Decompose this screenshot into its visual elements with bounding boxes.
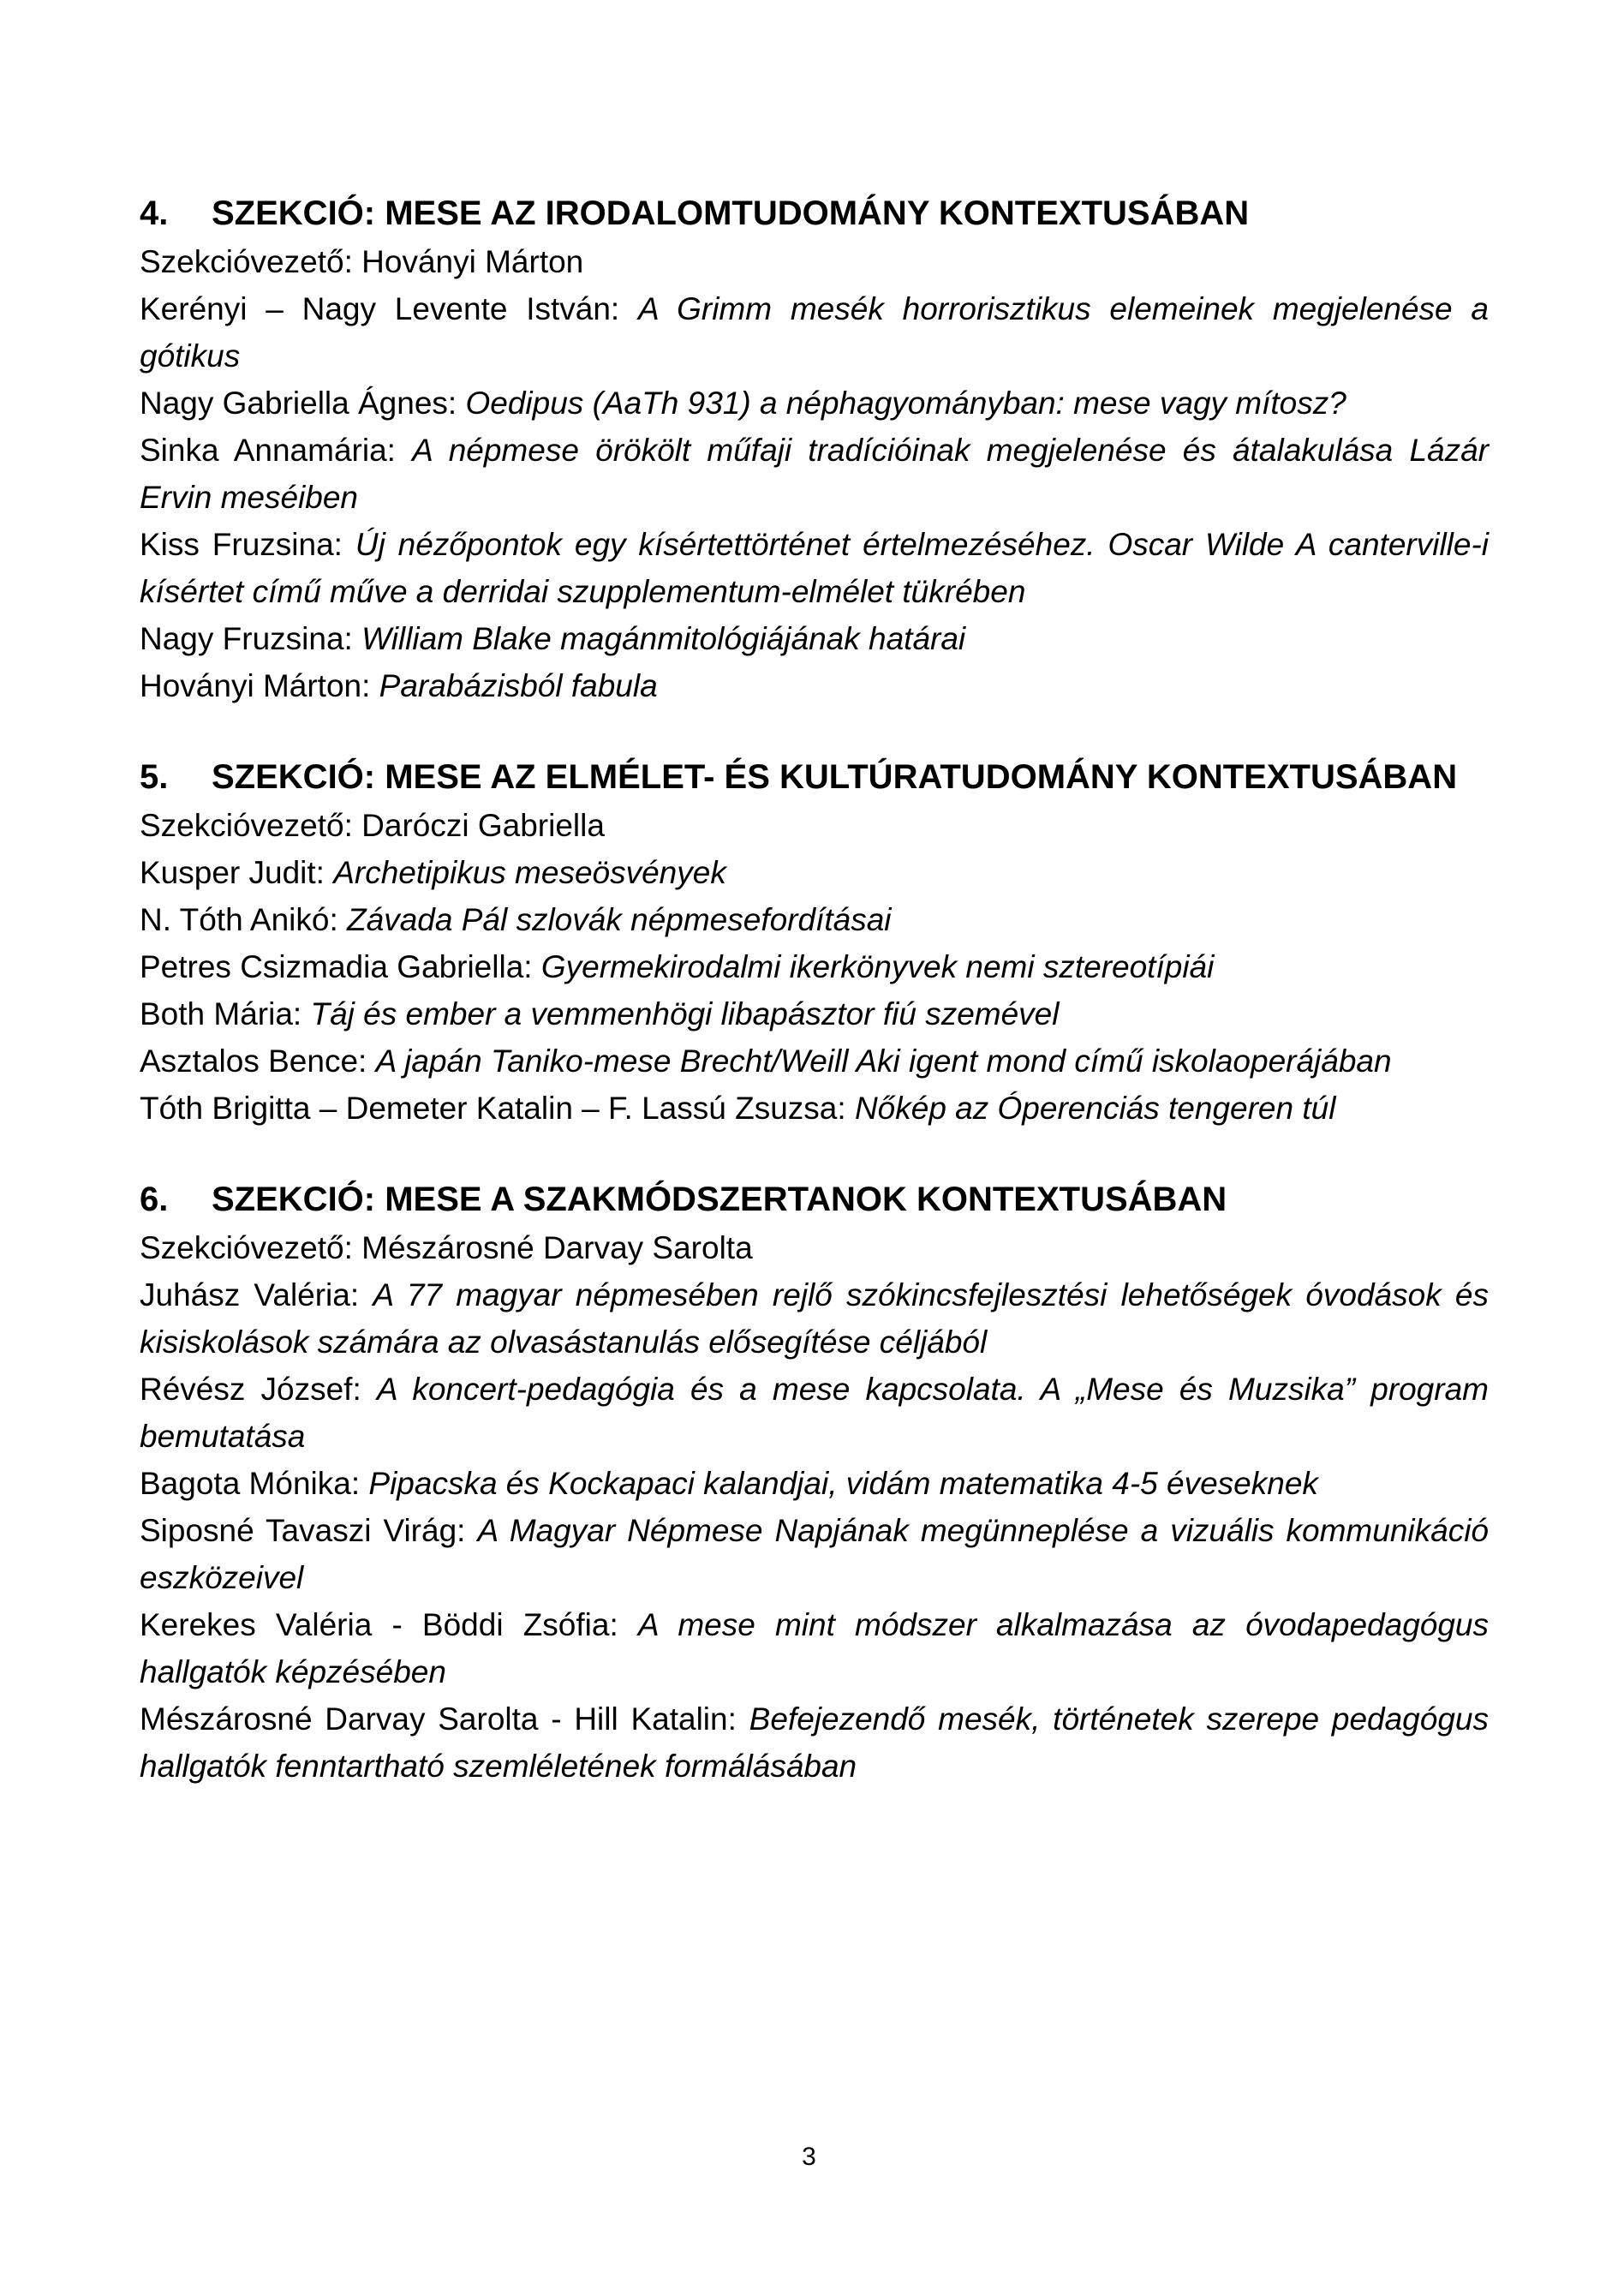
entry-title: Nőkép az Óperenciás tengeren túl	[854, 1091, 1336, 1126]
entry-title: A 77 magyar népmesében rejlő szókincsfejlesztési lehetőségek óvodások és kisiskolások számára az olvasástanulás elősegítése céljából	[140, 1277, 1489, 1360]
section-4	[140, 190, 1489, 709]
leader-name: Mészárosné Darvay Sarolta	[361, 1230, 753, 1265]
section-5	[140, 754, 1489, 1132]
entry-authors: Mészárosné Darvay Sarolta - Hill Katalin:	[140, 1701, 737, 1737]
section-title: SZEKCIÓ: MESE A SZAKMÓDSZERTANOK KONTEXTUSÁBAN	[212, 1181, 1227, 1218]
section-number: 4.	[140, 194, 169, 232]
leader-label: Szekcióvezető:	[140, 1230, 353, 1265]
presentation-entry	[140, 943, 1489, 990]
section-heading	[140, 754, 1489, 800]
entry-title: A koncert-pedagógia és a mese kapcsolata. A „Mese és Muzsika” program bemutatása	[140, 1372, 1489, 1454]
presentation-entry	[140, 1507, 1489, 1601]
entry-title: A Grimm mesék horrorisztikus elemeinek megjelenése a gótikus	[140, 291, 1490, 374]
entry-authors: Kusper Judit:	[140, 855, 325, 890]
leader-label: Szekcióvezető:	[140, 808, 353, 843]
presentation-entry	[140, 849, 1489, 896]
section-title: SZEKCIÓ: MESE AZ IRODALOMTUDOMÁNY KONTEXTUSÁBAN	[212, 194, 1250, 232]
entry-title: A japán Taniko-mese Brecht/Weill Aki igent mond című iskolaoperájában	[375, 1043, 1392, 1079]
entry-authors: Juhász Valéria:	[140, 1277, 360, 1312]
section-number: 6.	[140, 1181, 169, 1218]
entry-authors: Hoványi Márton:	[140, 668, 371, 703]
entry-title: Új nézőpontok egy kísértettörténet értelmezéséhez. Oscar Wilde A canterville-i kísértet című műve a derridai szupplementum-elmélet tükrében	[140, 527, 1490, 609]
leader-label: Szekcióvezető:	[140, 244, 353, 279]
entry-authors: Nagy Fruzsina:	[140, 621, 353, 656]
section-leader	[140, 802, 1489, 849]
entry-authors: Bagota Mónika:	[140, 1466, 361, 1501]
leader-name: Hoványi Márton	[361, 244, 584, 279]
entry-title: Závada Pál szlovák népmesefordításai	[347, 902, 892, 937]
presentation-entry	[140, 1085, 1489, 1132]
entry-title: Táj és ember a vemmenhögi libapásztor fiú szemével	[310, 996, 1060, 1031]
entry-authors: Both Mária:	[140, 996, 302, 1031]
presentation-entry	[140, 990, 1489, 1037]
entry-authors: Kerekes Valéria - Böddi Zsófia:	[140, 1607, 618, 1642]
presentation-entry	[140, 1601, 1489, 1695]
presentation-entry	[140, 427, 1489, 521]
page-number: 3	[802, 2143, 816, 2171]
entry-authors: Sinka Annamária:	[140, 433, 396, 468]
leader-name: Daróczi Gabriella	[361, 808, 605, 843]
entry-authors: N. Tóth Anikó:	[140, 902, 338, 937]
section-heading	[140, 1176, 1489, 1223]
section-leader	[140, 1224, 1489, 1271]
entry-title: Gyermekirodalmi ikerkönyvek nemi sztereotípiái	[540, 949, 1215, 984]
presentation-entry	[140, 1271, 1489, 1366]
presentation-entry	[140, 662, 1489, 709]
entry-authors: Kerényi – Nagy Levente István:	[140, 291, 620, 326]
section-number: 5.	[140, 758, 169, 796]
presentation-entry	[140, 1366, 1489, 1460]
entry-authors: Siposné Tavaszi Virág:	[140, 1513, 466, 1548]
presentation-entry	[140, 1460, 1489, 1507]
entry-authors: Asztalos Bence:	[140, 1043, 367, 1079]
presentation-entry	[140, 521, 1489, 615]
entry-title: A mese mint módszer alkalmazása az óvodapedagógus hallgatók képzésében	[140, 1607, 1489, 1689]
entry-authors: Petres Csizmadia Gabriella:	[140, 949, 533, 984]
presentation-entry	[140, 1695, 1489, 1790]
section-heading	[140, 190, 1489, 236]
entry-authors: Kiss Fruzsina:	[140, 527, 343, 562]
page-content	[140, 190, 1489, 1834]
entry-title: A népmese örökölt műfaji tradícióinak megjelenése és átalakulása Lázár Ervin meséiben	[140, 433, 1489, 515]
entry-title: A Magyar Népmese Napjának megünneplése a vizuális kommunikáció eszközeivel	[140, 1513, 1489, 1595]
section-6	[140, 1176, 1489, 1790]
section-title: SZEKCIÓ: MESE AZ ELMÉLET- ÉS KULTÚRATUDOMÁNY KONTEXTUSÁBAN	[212, 758, 1458, 796]
entry-title: Pipacska és Kockapaci kalandjai, vidám matematika 4-5 éveseknek	[368, 1466, 1318, 1501]
entry-authors: Révész József:	[140, 1372, 361, 1407]
entry-title: Oedipus (AaTh 931) a néphagyományban: mese vagy mítosz?	[465, 386, 1346, 421]
entry-title: William Blake magánmitológiájának határai	[361, 621, 966, 656]
presentation-entry	[140, 1037, 1489, 1085]
presentation-entry	[140, 896, 1489, 943]
section-leader	[140, 238, 1489, 285]
presentation-entry	[140, 380, 1489, 427]
presentation-entry	[140, 615, 1489, 662]
entry-authors: Tóth Brigitta – Demeter Katalin – F. Lassú Zsuzsa:	[140, 1091, 846, 1126]
entry-title: Archetipikus meseösvények	[333, 855, 726, 890]
entry-title: Befejezendő mesék, történetek szerepe pedagógus hallgatók fenntartható szemléletének formálásában	[140, 1701, 1489, 1784]
entry-authors: Nagy Gabriella Ágnes:	[140, 386, 457, 421]
entry-title: Parabázisból fabula	[379, 668, 658, 703]
presentation-entry	[140, 285, 1489, 380]
